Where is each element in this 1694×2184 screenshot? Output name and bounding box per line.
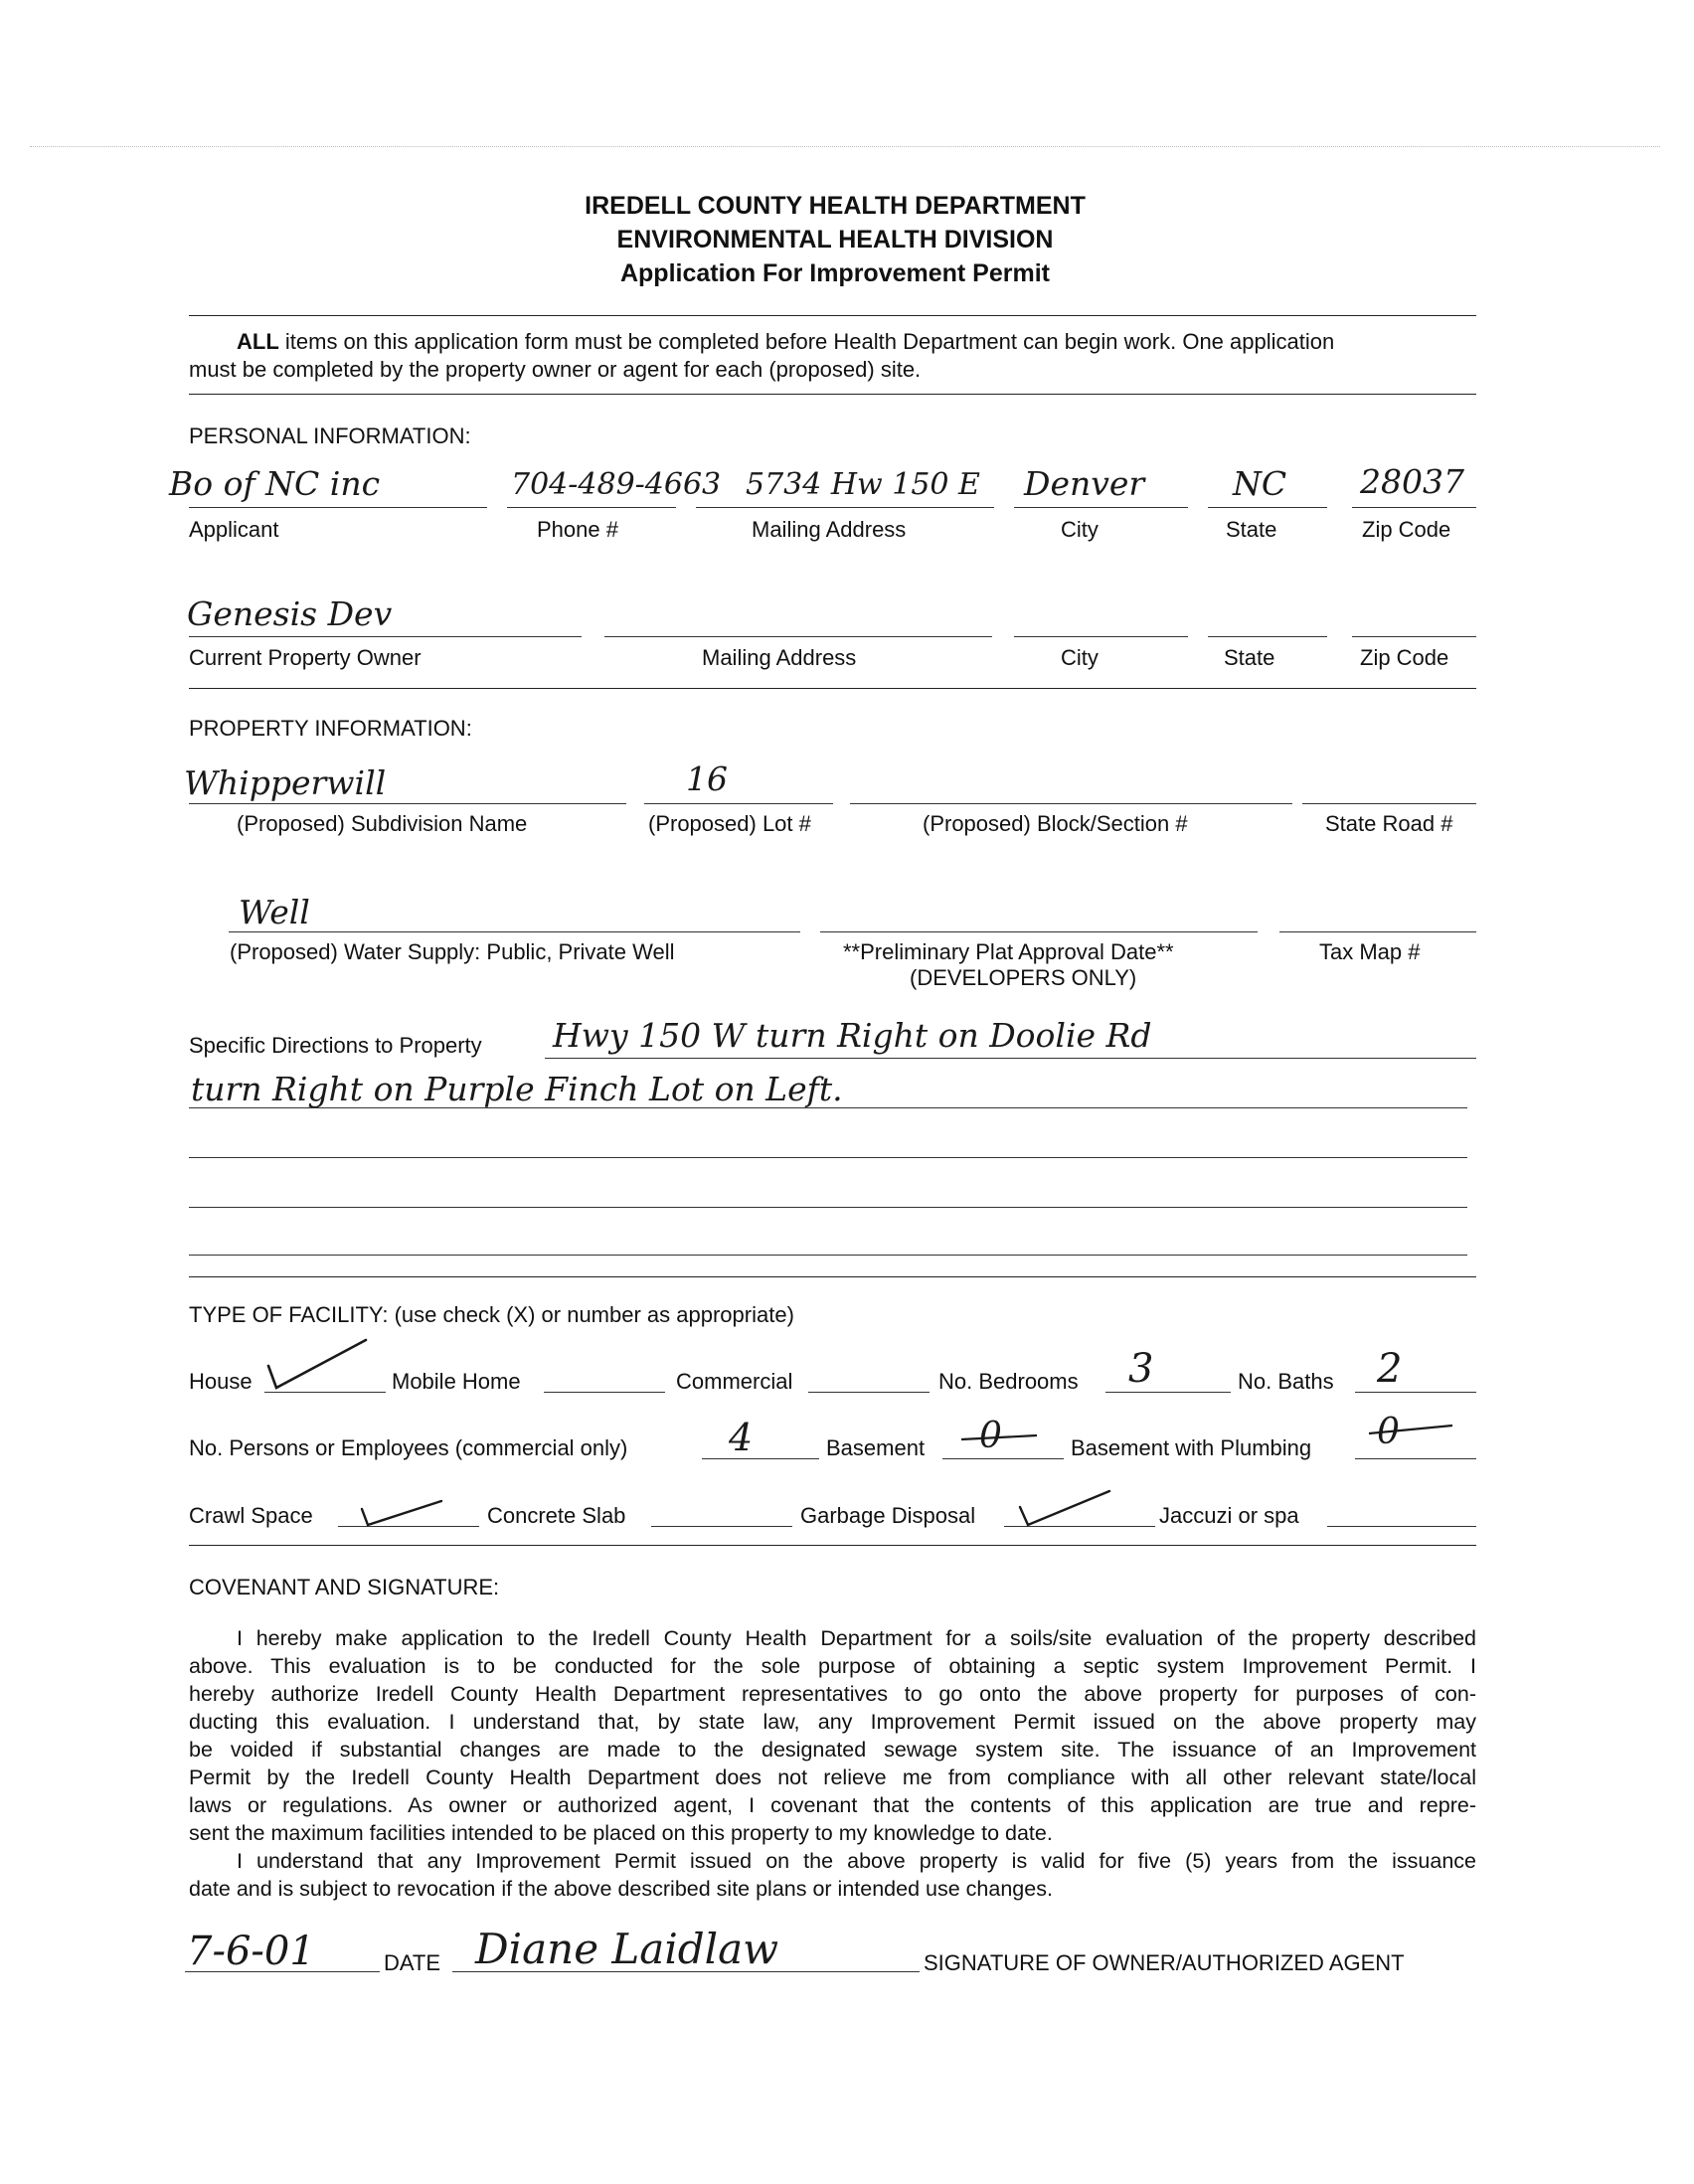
covenant-p1-line: Permit by the Iredell County Health Department does not relieve me from compliance with all other relevant state/local	[189, 1765, 1476, 1789]
owner-city-line	[1014, 636, 1188, 637]
persons-label: No. Persons or Employees (commercial only)	[189, 1435, 628, 1460]
property-heading: PROPERTY INFORMATION:	[189, 716, 472, 741]
signature-label: SIGNATURE OF OWNER/AUTHORIZED AGENT	[924, 1950, 1405, 1975]
bedrooms-label: No. Bedrooms	[938, 1369, 1079, 1394]
crawl-check-mark	[358, 1495, 447, 1531]
slab-label: Concrete Slab	[487, 1503, 626, 1528]
date-line	[185, 1971, 380, 1972]
division-title: ENVIRONMENTAL HEALTH DIVISION	[616, 226, 1054, 253]
date-label: DATE	[384, 1950, 441, 1975]
covenant-p2-line: date and is subject to revocation if the above described site plans or intended use changes.	[189, 1877, 1053, 1901]
zip-value: 28037	[1360, 462, 1464, 501]
baths-line	[1355, 1392, 1476, 1393]
applicant-value: Bo of NC inc	[169, 464, 381, 503]
subdivision-value: Whipperwill	[184, 763, 387, 802]
personal-heading: PERSONAL INFORMATION:	[189, 423, 471, 448]
signature-line	[452, 1971, 920, 1972]
basement-strike-mark	[959, 1428, 1039, 1447]
covenant-p2-line: I understand that any Improvement Permit issued on the above property is valid for five (5) years from the issuance	[237, 1849, 1476, 1873]
phone-line	[507, 507, 676, 508]
header-rule	[189, 315, 1476, 316]
city-line	[1014, 507, 1188, 508]
applicant-label: Applicant	[189, 517, 279, 542]
signature-value: Diane Laidlaw	[475, 1925, 779, 1973]
lot-line	[644, 803, 833, 804]
mailing-line	[696, 507, 994, 508]
intro-rule	[189, 394, 1476, 395]
road-line	[1302, 803, 1476, 804]
mobile-label: Mobile Home	[392, 1369, 521, 1394]
lot-value: 16	[686, 759, 728, 798]
taxmap-line	[1279, 931, 1476, 932]
taxmap-label: Tax Map #	[1319, 939, 1421, 964]
intro-all: ALL	[237, 329, 279, 354]
facility-heading: TYPE OF FACILITY: (use check (X) or number as appropriate)	[189, 1302, 794, 1327]
owner-state-label: State	[1224, 645, 1275, 670]
phone-label: Phone #	[537, 517, 618, 542]
covenant-p1-line: laws or regulations. As owner or authorized agent, I covenant that the contents of this application are true and repre-	[189, 1793, 1476, 1817]
covenant-p1-line: hereby authorize Iredell County Health Department representatives to go onto the above property for purposes of con-	[189, 1682, 1476, 1706]
directions-rule-2	[189, 1107, 1467, 1108]
directions-label: Specific Directions to Property	[189, 1033, 482, 1058]
basement-plumbing-strike-mark	[1367, 1420, 1456, 1439]
house-label: House	[189, 1369, 253, 1394]
intro-line-2: must be completed by the property owner or agent for each (proposed) site.	[189, 357, 922, 382]
covenant-paragraph-1	[189, 1624, 1476, 1903]
garbage-label: Garbage Disposal	[800, 1503, 976, 1528]
scan-artifact-line	[30, 146, 1660, 147]
city-value: Denver	[1024, 464, 1145, 503]
subdivision-label: (Proposed) Subdivision Name	[237, 811, 528, 836]
mailing-value: 5734 Hw 150 E	[746, 467, 980, 502]
state-label: State	[1226, 517, 1277, 542]
department-title: IREDELL COUNTY HEALTH DEPARTMENT	[585, 192, 1086, 220]
personal-rule	[189, 688, 1476, 689]
bedrooms-value: 3	[1128, 1346, 1154, 1392]
owner-value: Genesis Dev	[187, 594, 393, 633]
directions-line-1: Hwy 150 W turn Right on Doolie Rd	[553, 1016, 1152, 1055]
lot-label: (Proposed) Lot #	[648, 811, 811, 836]
directions-rule-3	[189, 1157, 1467, 1158]
mailing-label: Mailing Address	[752, 517, 907, 542]
mobile-line	[544, 1392, 665, 1393]
directions-rule-5	[189, 1255, 1467, 1256]
form-title: Application For Improvement Permit	[619, 259, 1050, 287]
owner-label: Current Property Owner	[189, 645, 422, 670]
owner-line	[189, 636, 582, 637]
road-label: State Road #	[1325, 811, 1453, 836]
baths-value: 2	[1377, 1346, 1403, 1392]
covenant-p1-line: I hereby make application to the Iredell County Health Department for a soils/site evaluation of the property described	[237, 1626, 1476, 1650]
covenant-p1-line: ducting this evaluation. I understand that, by state law, any Improvement Permit issued on the above property may	[189, 1710, 1476, 1734]
date-value: 7-6-01	[187, 1929, 315, 1974]
covenant-p1-line: be voided if substantial changes are made to the designated sewage system site. The issuance of an Improvement	[189, 1738, 1476, 1762]
jaccuzi-line	[1327, 1526, 1476, 1527]
basement-plumbing-line	[1355, 1458, 1476, 1459]
intro-line-1	[237, 329, 1334, 355]
state-line	[1208, 507, 1327, 508]
subdivision-line	[189, 803, 626, 804]
persons-line	[702, 1458, 819, 1459]
basement-plumbing-label: Basement with Plumbing	[1071, 1435, 1312, 1460]
covenant-p1-line: above. This evaluation is to be conducted for the sole purpose of obtaining a septic system Improvement Permit. I	[189, 1654, 1476, 1678]
bedrooms-line	[1105, 1392, 1231, 1393]
water-label: (Proposed) Water Supply: Public, Private Well	[230, 939, 675, 964]
block-label: (Proposed) Block/Section #	[923, 811, 1188, 836]
basement-plumbing-value: 0	[1377, 1412, 1400, 1452]
zip-line	[1352, 507, 1476, 508]
state-value: NC	[1233, 464, 1287, 503]
owner-mailing-label: Mailing Address	[702, 645, 857, 670]
water-value: Well	[239, 893, 310, 931]
city-label: City	[1061, 517, 1099, 542]
directions-rule-1	[545, 1058, 1476, 1059]
plat-sublabel: (DEVELOPERS ONLY)	[910, 965, 1137, 990]
house-check-mark	[262, 1332, 372, 1394]
basement-value: 0	[979, 1416, 1002, 1456]
facility-rule	[189, 1545, 1476, 1546]
jaccuzi-label: Jaccuzi or spa	[1159, 1503, 1299, 1528]
baths-label: No. Baths	[1238, 1369, 1334, 1394]
persons-value: 4	[729, 1416, 754, 1459]
phone-value: 704-489-4663	[511, 467, 722, 502]
owner-city-label: City	[1061, 645, 1099, 670]
basement-line	[942, 1458, 1064, 1459]
owner-zip-label: Zip Code	[1360, 645, 1449, 670]
applicant-line	[189, 507, 487, 508]
commercial-line	[808, 1392, 930, 1393]
water-line	[229, 931, 800, 932]
intro-rest: items on this application form must be completed before Health Department can begin work. One application	[278, 329, 1335, 354]
directions-line-2: turn Right on Purple Finch Lot on Left.	[191, 1070, 843, 1108]
basement-label: Basement	[826, 1435, 926, 1460]
directions-rule-4	[189, 1207, 1467, 1208]
commercial-label: Commercial	[676, 1369, 793, 1394]
covenant-p1-line: sent the maximum facilities intended to be placed on this property to my knowledge to date.	[189, 1821, 1053, 1845]
owner-mailing-line	[604, 636, 992, 637]
garbage-check-mark	[1014, 1485, 1113, 1531]
property-rule	[189, 1276, 1476, 1277]
slab-line	[651, 1526, 792, 1527]
owner-state-line	[1208, 636, 1327, 637]
crawl-label: Crawl Space	[189, 1503, 313, 1528]
owner-zip-line	[1352, 636, 1476, 637]
plat-label: **Preliminary Plat Approval Date**	[843, 939, 1174, 964]
covenant-heading: COVENANT AND SIGNATURE:	[189, 1575, 500, 1599]
zip-label: Zip Code	[1362, 517, 1451, 542]
plat-line	[820, 931, 1258, 932]
block-line	[850, 803, 1292, 804]
